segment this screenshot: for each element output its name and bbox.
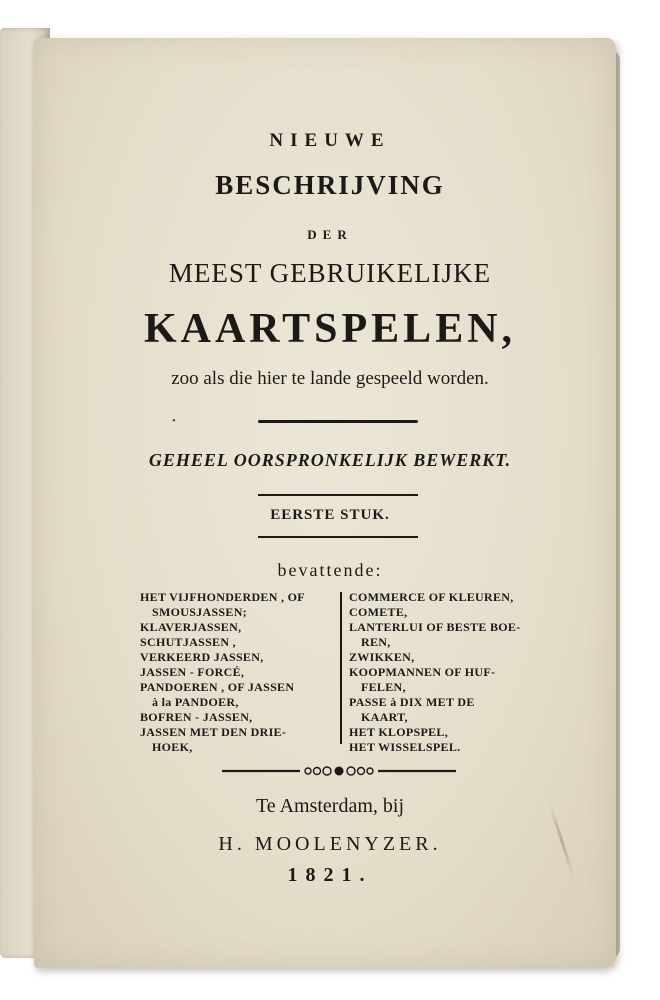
title-line-der: DER	[307, 227, 353, 242]
contents-heading: bevattende:	[277, 560, 383, 580]
contents-item: COMETE,	[349, 605, 408, 619]
subtitle: zoo als die hier te lande gespeeld worden.	[171, 368, 489, 389]
title-line-nieuwe: NIEUWE	[269, 130, 391, 151]
contents-item: KLAVERJASSEN,	[140, 620, 242, 634]
contents-item: PASSE à DIX MET DE	[349, 695, 475, 709]
contents-right-column	[349, 590, 549, 755]
contents-item: REN,	[361, 635, 391, 649]
contents-item: PANDOEREN , OF JASSEN	[140, 680, 295, 694]
contents-item: HET VIJFHONDERDEN , OF	[140, 590, 305, 604]
contents-item: SCHUTJASSEN ,	[140, 635, 236, 649]
contents-item: VERKEERD JASSEN,	[140, 650, 264, 664]
description: GEHEEL OORSPRONKELIJK BEWERKT.	[148, 450, 512, 470]
title-line-meest: MEEST GEBRUIKELIJKE	[168, 258, 492, 288]
part-label: EERSTE STUK.	[270, 507, 390, 523]
year: 1821.	[287, 864, 373, 886]
ink-speck: •	[172, 415, 176, 427]
contents-item: HET KLOPSPEL,	[349, 725, 449, 739]
title-line-kaartspelen: KAARTSPELEN,	[143, 306, 517, 352]
contents-item: ZWIKKEN,	[349, 650, 415, 664]
contents-item: à la PANDOER,	[152, 695, 239, 709]
contents-item: JASSEN - FORCÉ,	[140, 665, 245, 679]
contents-item: SMOUSJASSEN;	[152, 605, 247, 619]
rule-below-part	[258, 536, 418, 538]
rule-above-part	[258, 494, 418, 496]
contents-item: LANTERLUI OF BESTE BOE-	[349, 620, 521, 634]
contents-item: COMMERCE OF KLEUREN,	[349, 590, 514, 604]
ornamental-rule	[220, 764, 458, 778]
contents-item: FELEN,	[361, 680, 406, 694]
thick-rule	[258, 420, 418, 423]
contents-item: HOEK,	[152, 740, 193, 754]
contents-item: HET WISSELSPEL.	[349, 740, 461, 754]
publisher: H. MOOLENYZER.	[218, 833, 442, 855]
imprint-place: Te Amsterdam, bij	[255, 795, 405, 817]
column-divider	[340, 592, 342, 744]
contents-item: KAART,	[361, 710, 408, 724]
contents-item: JASSEN MET DEN DRIE-	[140, 725, 287, 739]
contents-item: BOFREN - JASSEN,	[140, 710, 253, 724]
contents-item: KOOPMANNEN OF HUF-	[349, 665, 496, 679]
title-line-beschrijving: BESCHRIJVING	[215, 170, 445, 200]
contents-left-column	[140, 590, 336, 755]
